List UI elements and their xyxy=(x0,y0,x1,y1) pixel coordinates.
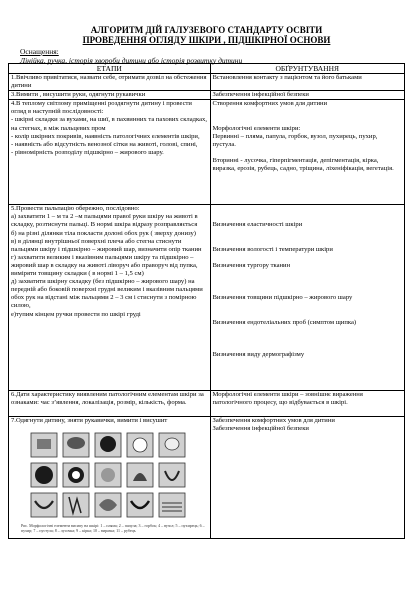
stage-cell: 4.В теплому світлому приміщенні роздягнути дитину і провести огляд в наступній послідовності: - шкірні складки за вухами, на шиї, в пахвинних та пахових складках, на стегнах, в між пальцевих пром - колір шкірних покривів, наявність патологічних елементів шкіри, - наявність або відсутність венозної сітки на животі, голові, спині, - рівномірність розподілу підшкірно – жирового шару. xyxy=(9,100,211,205)
element-node xyxy=(127,433,153,457)
element-macule xyxy=(31,433,57,457)
table-header-row xyxy=(9,64,405,74)
skin-elements-figure xyxy=(11,425,208,538)
element-excoriation xyxy=(95,493,121,517)
table-row xyxy=(9,391,405,417)
header-stages: ЕТАПИ xyxy=(9,64,211,74)
equipment-text: Лінійка, ручка, історія хвороби дитини або історія розвитку дитини xyxy=(20,56,243,65)
element-crust xyxy=(127,463,153,487)
skin-elements-illustration xyxy=(29,431,199,523)
table-row xyxy=(9,91,405,100)
stage-cell: 5.Провести пальпацію обережно, послідовно: а) захватити 1 – м та 2 –м пальцями правої руки шкіру на животі в складку, розтиснути пальці. В нормі шкіра відразу розправляється б) на різні ділянки тіла покласти долоні обох рук ( зверху донизу) в) в ділянці внутрішньої поверхні плеча або стегна стиснути пальцями шкіру і підшкірно – жировий шар, визначити опір тканин г) захватити великим і вказівним пальцями шкіру та підшкірно –жировий шар в складку на животі ліворуч або праворуч від пупка, виміряти товщину складки ( в нормі 1 – 1,5 см) д) захватити шкірну складку (без підшкірно – жирового шару) на передній або боковій поверхні грудні великим і вказівним пальцями обох рук на відстані між пальцями 2 – 3 см і стиснути з помірною силою, е)тупим кінцем ручки провести по шкірі груді xyxy=(9,205,211,391)
element-lichenification xyxy=(159,493,185,517)
stage-cell: 3.Вимити , висушити руки, одягнути рукавички xyxy=(9,91,211,100)
rationale-cell: Створення комфортних умов для дитини Морфологічні елементи шкіри: Первинні – пляма, папула, горбок, вузол, пухирець, пухир, пустула. Вторинні - лусочка, гіперпігментація, депігментація, кірка, виразка, ерозія, рубець, садно, тріщина, ліхеніфікація, вегетація. xyxy=(210,100,404,205)
rationale-cell: Визначення еластичності шкіри Визначення вологості і температури шкіри Визначення тургору тканин Визначення товщини підшкірно – жирового шару Визначення ендотеліальних проб (симптом щипка) Визначення виду дермографізму xyxy=(210,205,404,391)
element-scale xyxy=(95,463,121,487)
document-subtitle: ПРОВЕДЕННЯ ОГЛЯДУ ШКІРИ , ПІДШКІРНОЇ ОСНОВИ xyxy=(82,35,331,45)
element-erosion xyxy=(31,493,57,517)
algorithm-table xyxy=(8,63,405,539)
element-bulla xyxy=(31,463,57,487)
element-vesicle xyxy=(159,433,185,457)
stage-cell: 1.Ввічливо привітатися, назвати себе, отримати дозвіл на обстеження дитини xyxy=(9,74,211,91)
element-tubercle xyxy=(95,433,121,457)
stage-cell-with-figure xyxy=(9,417,211,539)
rationale-cell: Морфологічні елементи шкіри – зовнішнє вираження патологічного процесу, що відбувається в шкірі. xyxy=(210,391,404,417)
table-row xyxy=(9,74,405,91)
header-rationale: ОБҐРУНТУВАННЯ xyxy=(210,64,404,74)
equipment-label: Оснащення: xyxy=(20,47,59,56)
table-row xyxy=(9,205,405,391)
document-title: АЛГОРИТМ ДІЙ ГАЛУЗЕВОГО СТАНДАРТУ ОСВІТИ xyxy=(90,25,323,35)
figure-caption: Рис. Морфологічні елементи висипу на шкірі: 1 – пляма; 2 – папула; 3 – горбок; 4 – вузол; 5 – пухирець; 6 – пухир; 7 – пустула; 8 – лусочка; 9 – кірка; 10 – виразка; 11 – рубець xyxy=(21,523,205,534)
table-row xyxy=(9,417,405,539)
table-row xyxy=(9,100,405,205)
element-fissure xyxy=(63,493,89,517)
element-pustule xyxy=(63,463,89,487)
element-papule xyxy=(63,433,89,457)
rationale-cell: Забезпечення інфекційної безпеки xyxy=(210,91,404,100)
element-scar xyxy=(127,493,153,517)
rationale-cell: Забезпечення комфортних умов для дитини Забезпечення інфекційної безпеки xyxy=(210,417,404,539)
stage-text: 7.Одягнути дитину, зняти рукавички, вимити і висушит xyxy=(11,417,168,425)
rationale-cell: Встановлення контакту з пацієнтом та його батьками xyxy=(210,74,404,91)
element-ulcer xyxy=(159,463,185,487)
stage-cell: 6.Дати характеристику виявленим патологічним елементам шкіри за ознаками: час з’явлення, локалізація, розмір, кількість, форма. xyxy=(9,391,211,417)
